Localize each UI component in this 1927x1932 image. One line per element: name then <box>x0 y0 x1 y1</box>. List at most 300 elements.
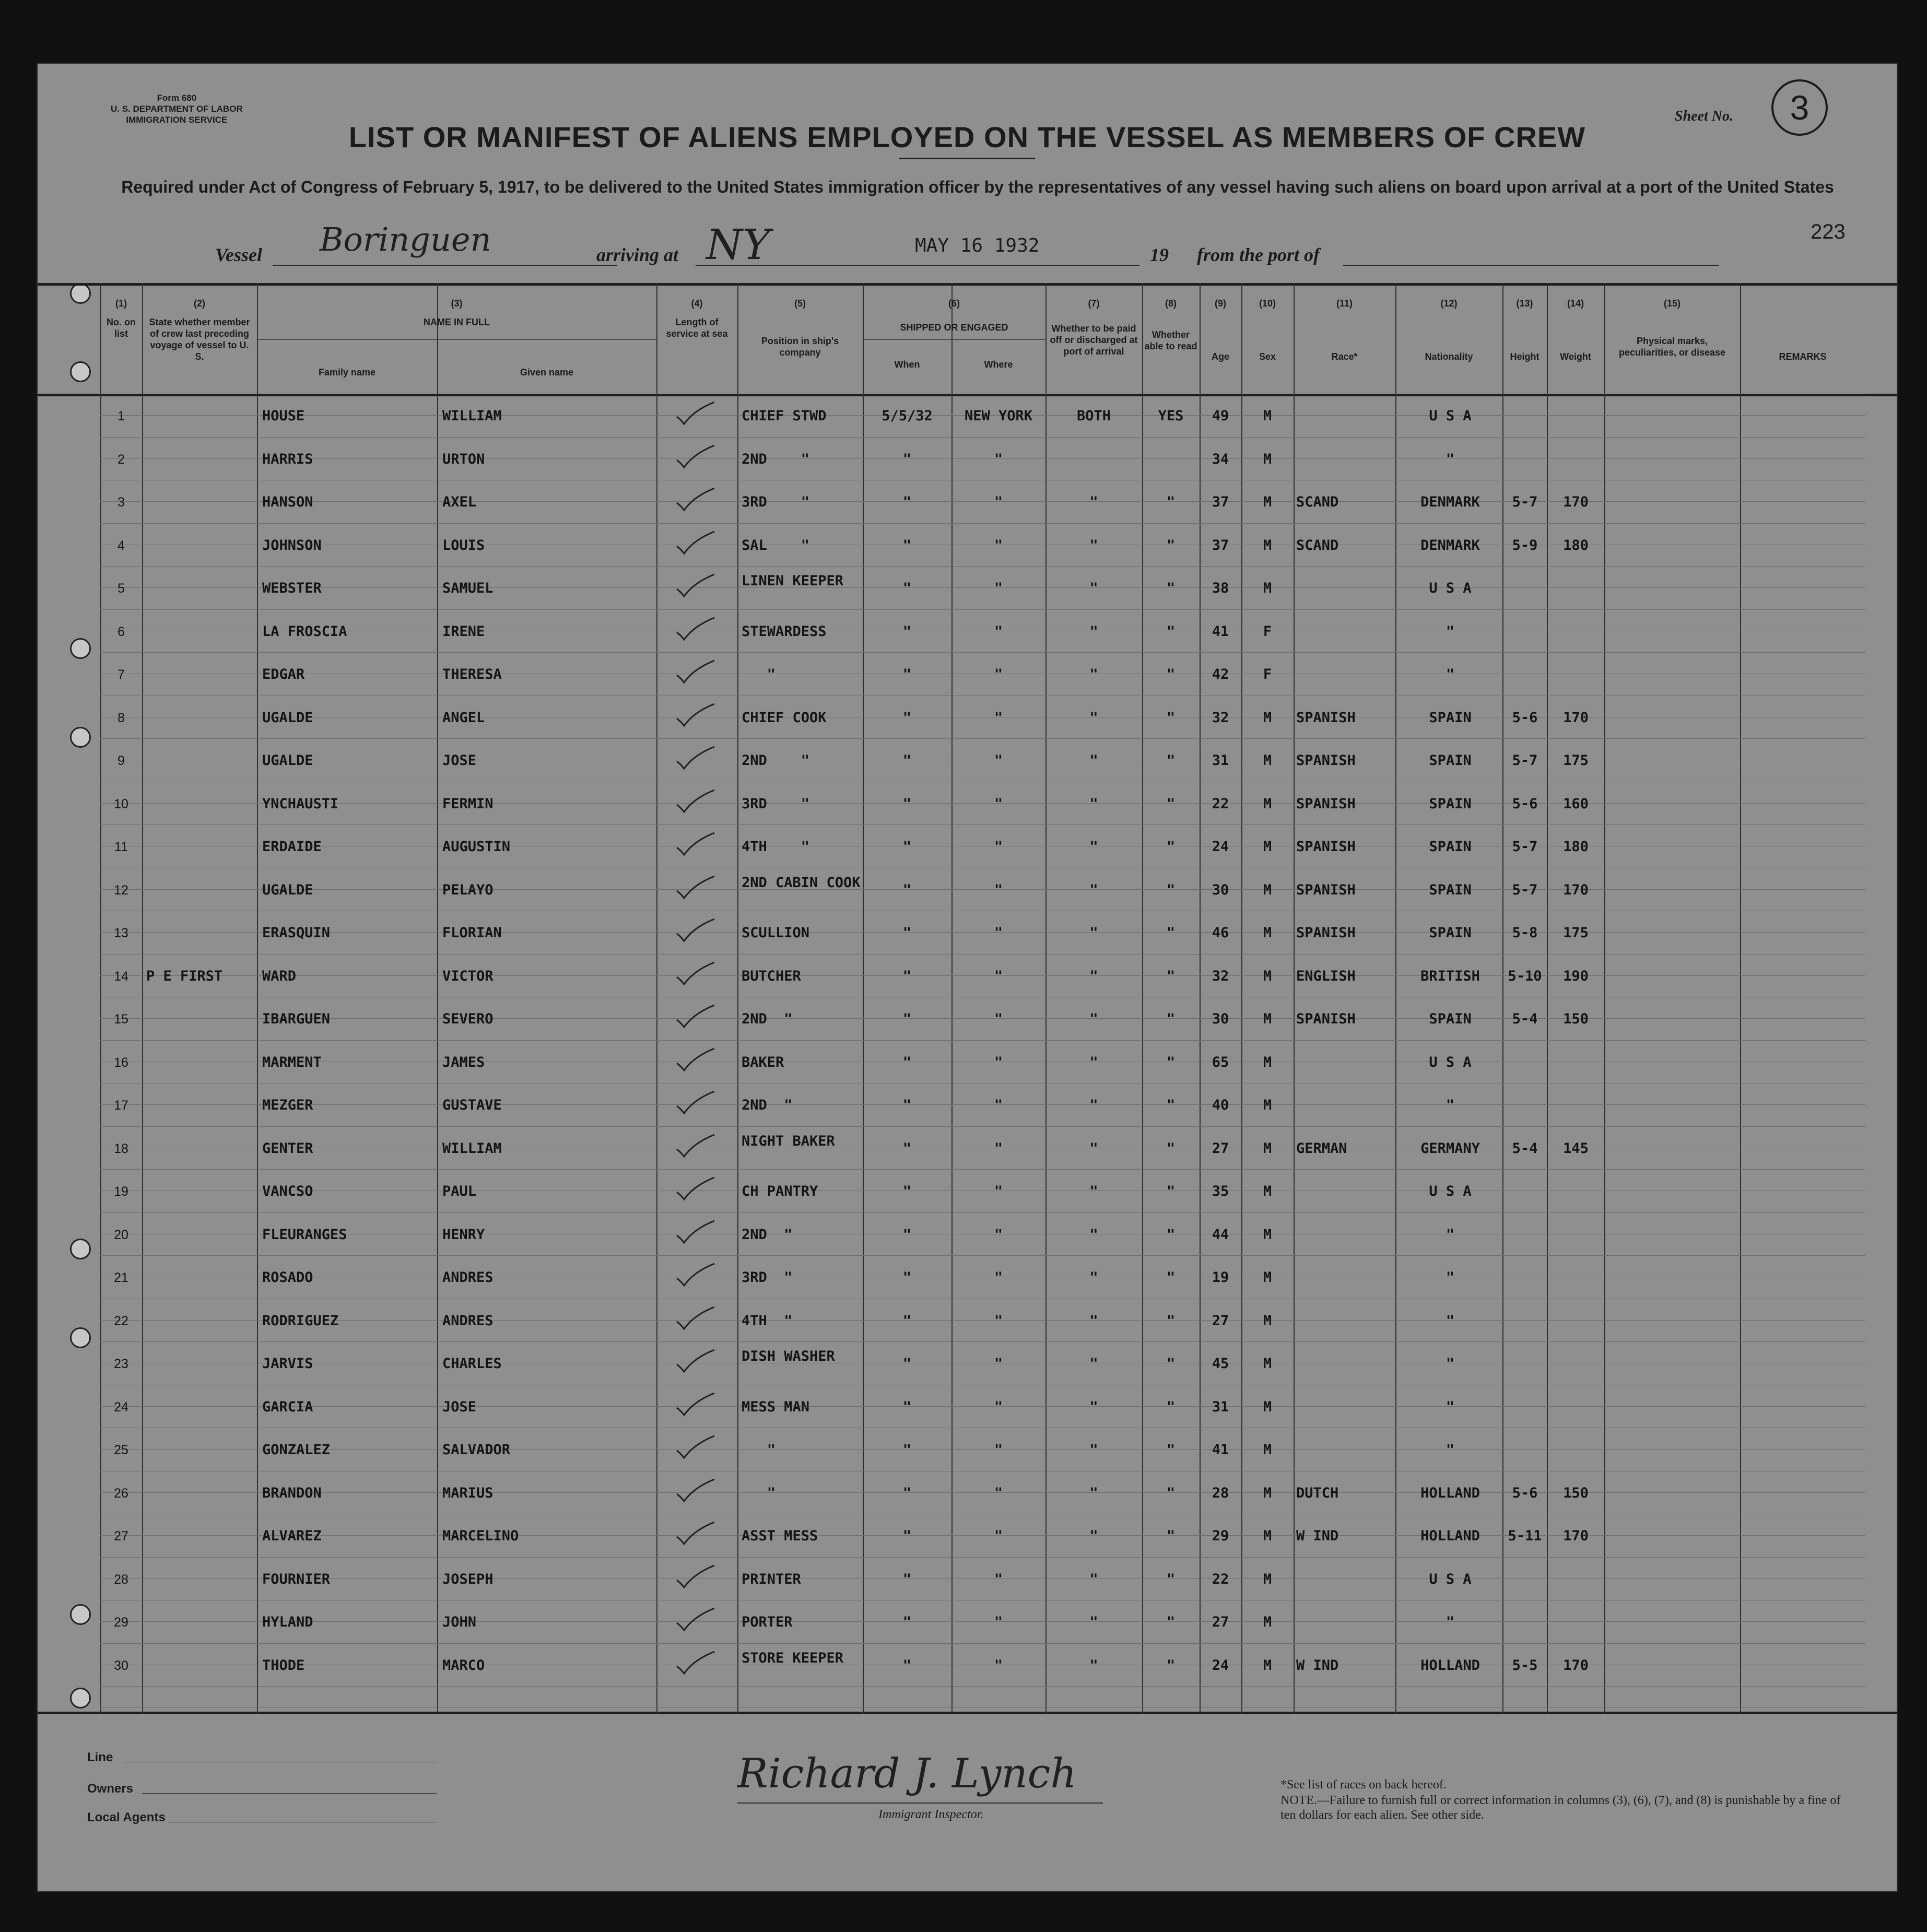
check-mark-icon <box>675 444 716 469</box>
cell-position: 2ND " <box>742 1011 793 1027</box>
cell-race: SPANISH <box>1296 1011 1356 1027</box>
cell-family: HYLAND <box>262 1614 313 1630</box>
cell-read: " <box>1166 1140 1176 1157</box>
cell-paid: " <box>1089 1312 1098 1329</box>
cell-paid: " <box>1089 580 1098 596</box>
cell-read: " <box>1166 795 1176 812</box>
cell-nationality: SPAIN <box>1429 795 1472 812</box>
cell-age: 45 <box>1212 1356 1229 1372</box>
cell-race: SPANISH <box>1296 709 1356 726</box>
cell-family: UGALDE <box>262 752 313 769</box>
cell-family: LA FROSCIA <box>262 623 347 640</box>
cell-position: LINEN KEEPER <box>742 573 844 589</box>
cell-position: " <box>742 1485 776 1501</box>
cell-position: 4TH " <box>742 1312 793 1329</box>
cell-when: " <box>902 1054 912 1070</box>
col-3-number: (3) <box>451 298 463 309</box>
cell-sex: M <box>1263 1356 1272 1372</box>
cell-read: " <box>1166 1356 1176 1372</box>
col-11-label: Race* <box>1331 351 1358 362</box>
cell-paid: " <box>1089 1054 1098 1070</box>
cell-read: " <box>1166 1442 1176 1458</box>
cell-weight: 170 <box>1563 881 1589 898</box>
cell-weight: 190 <box>1563 968 1589 984</box>
cell-given: HENRY <box>442 1226 485 1243</box>
cell-given: IRENE <box>442 623 485 640</box>
cell-nationality: SPAIN <box>1429 925 1472 941</box>
cell-family: VANCSO <box>262 1183 313 1199</box>
cell-position: CH PANTRY <box>742 1183 818 1199</box>
cell-sex: M <box>1263 494 1272 510</box>
check-mark-icon <box>675 875 716 900</box>
cell-position: BUTCHER <box>742 968 801 984</box>
cell-position: MESS MAN <box>742 1398 810 1415</box>
col-5-number: (5) <box>794 298 806 309</box>
cell-position: 3RD " <box>742 494 810 510</box>
cell-family: MEZGER <box>262 1097 313 1113</box>
cell-given: ANGEL <box>442 709 485 726</box>
cell-nationality: HOLLAND <box>1420 1657 1480 1674</box>
cell-given: FERMIN <box>442 795 494 812</box>
inspector-title: Immigrant Inspector. <box>878 1808 984 1821</box>
cell-where: NEW YORK <box>964 408 1033 424</box>
col-15-number: (15) <box>1663 298 1681 309</box>
cell-when: " <box>902 1140 912 1157</box>
cell-position: SAL " <box>742 537 810 553</box>
cell-nationality: " <box>1446 1398 1455 1415</box>
check-mark-icon <box>675 1392 716 1417</box>
cell-nationality: SPAIN <box>1429 1011 1472 1027</box>
check-mark-icon <box>675 401 716 426</box>
ruled-line <box>100 1255 1865 1256</box>
cell-family: HOUSE <box>262 408 305 424</box>
cell-height: 5-7 <box>1512 881 1538 898</box>
given-name-header: Given name <box>520 367 574 378</box>
cell-position: " <box>742 666 776 682</box>
cell-given: URTON <box>442 451 485 467</box>
cell-nationality: " <box>1446 623 1455 640</box>
cell-read: " <box>1166 1485 1176 1501</box>
cell-no: 1 <box>118 409 125 423</box>
ruled-line <box>100 566 1865 567</box>
binder-hole <box>70 1327 91 1348</box>
cell-read: " <box>1166 1011 1176 1027</box>
column-divider <box>737 283 738 1714</box>
cell-height: 5-6 <box>1512 1485 1538 1501</box>
cell-where: " <box>994 1054 1003 1070</box>
table-bottom-rule <box>38 1712 1897 1714</box>
column-divider <box>1740 283 1741 1714</box>
cell-position: 4TH " <box>742 839 810 855</box>
col-14-label: Weight <box>1560 351 1591 362</box>
cell-paid: " <box>1089 1398 1098 1415</box>
cell-family: ALVAREZ <box>262 1528 322 1544</box>
cell-sex: M <box>1263 537 1272 553</box>
cell-given: LOUIS <box>442 537 485 553</box>
cell-when: 5/5/32 <box>882 408 933 424</box>
cell-age: 24 <box>1212 839 1229 855</box>
cell-no: 12 <box>114 882 128 898</box>
cell-given: JOSEPH <box>442 1571 494 1587</box>
check-mark-icon <box>675 1090 716 1115</box>
cell-sex: M <box>1263 925 1272 941</box>
check-mark-icon <box>675 961 716 986</box>
ruled-line <box>100 609 1865 610</box>
remarks-header: REMARKS <box>1779 351 1827 362</box>
ruled-line <box>100 954 1865 955</box>
cell-sex: M <box>1263 881 1272 898</box>
cell-age: 37 <box>1212 494 1229 510</box>
col-6-number: (6) <box>948 298 960 309</box>
cell-read: " <box>1166 839 1176 855</box>
column-divider <box>1142 283 1143 1714</box>
cell-when: " <box>902 795 912 812</box>
ruled-line <box>100 523 1865 524</box>
cell-sex: M <box>1263 408 1272 424</box>
cell-when: " <box>902 1571 912 1587</box>
col-6-label: SHIPPED OR ENGAGED <box>900 322 1008 333</box>
penalty-note: NOTE.—Failure to furnish full or correct information in columns (3), (6), (7), and (8) is punishable by a fine of ten dollars for each alien. See other side. <box>1280 1794 1841 1822</box>
cell-no: 11 <box>114 840 128 854</box>
cell-where: " <box>994 881 1003 898</box>
cell-nationality: U S A <box>1429 1054 1472 1070</box>
cell-position: SCULLION <box>742 925 810 941</box>
column-divider <box>1294 283 1295 1714</box>
cell-given: SAMUEL <box>442 580 494 596</box>
cell-age: 31 <box>1212 1398 1229 1415</box>
check-mark-icon <box>675 1478 716 1503</box>
cell-paid: " <box>1089 1571 1098 1587</box>
cell-nationality: " <box>1446 451 1455 467</box>
cell-when: " <box>902 1657 912 1674</box>
cell-nationality: GERMANY <box>1420 1140 1480 1157</box>
document-subtitle: Required under Act of Congress of February 5, 1917, to be delivered to the United States immigration officer by the representatives of any vessel having such aliens on board upon arrival at a port of the United States <box>121 178 1834 196</box>
check-mark-icon <box>675 1004 716 1029</box>
cell-sex: M <box>1263 1054 1272 1070</box>
cell-where: " <box>994 1657 1003 1674</box>
local-agents-label: Local Agents <box>87 1810 166 1824</box>
col-13-label: Height <box>1510 351 1540 362</box>
cell-age: 32 <box>1212 709 1229 726</box>
cell-position: DISH WASHER <box>742 1348 835 1364</box>
cell-nationality: U S A <box>1429 580 1472 596</box>
cell-where: " <box>994 666 1003 682</box>
form-number: Form 680 <box>157 93 197 103</box>
cell-when: " <box>902 1312 912 1329</box>
title-rule <box>899 158 1035 159</box>
col-5-label: Position in ship's company <box>761 336 839 358</box>
cell-paid: " <box>1089 1356 1098 1372</box>
cell-nationality: BRITISH <box>1420 968 1480 984</box>
cell-position: 2ND " <box>742 451 810 467</box>
cell-read: " <box>1166 623 1176 640</box>
cell-paid: " <box>1089 1485 1098 1501</box>
cell-position: 2ND " <box>742 1226 793 1243</box>
cell-nationality: DENMARK <box>1420 494 1480 510</box>
date-underline <box>910 265 1139 266</box>
family-name-header: Family name <box>318 367 376 378</box>
col-13-number: (13) <box>1516 298 1533 309</box>
cell-nationality: " <box>1446 1226 1455 1243</box>
ruled-line <box>100 1212 1865 1213</box>
cell-read: " <box>1166 537 1176 553</box>
cell-age: 27 <box>1212 1614 1229 1630</box>
cell-read: " <box>1166 881 1176 898</box>
ruled-line <box>100 738 1865 739</box>
cell-nationality: " <box>1446 1614 1455 1630</box>
cell-given: PELAYO <box>442 881 494 898</box>
cell-sex: M <box>1263 1097 1272 1113</box>
cell-weight: 150 <box>1563 1485 1589 1501</box>
cell-when: " <box>902 1011 912 1027</box>
cell-age: 30 <box>1212 1011 1229 1027</box>
service-name: IMMIGRATION SERVICE <box>126 115 228 125</box>
cell-no: 23 <box>114 1357 128 1371</box>
sheet-serial-number: 223 <box>1811 220 1846 243</box>
cell-family: GENTER <box>262 1140 313 1157</box>
cell-no: 21 <box>114 1270 128 1285</box>
cell-weight: 180 <box>1563 537 1589 553</box>
cell-height: 5-6 <box>1512 795 1538 812</box>
line-label: Line <box>87 1750 113 1764</box>
cell-read: " <box>1166 1097 1176 1113</box>
cell-height: 5-7 <box>1512 752 1538 769</box>
cell-read: " <box>1166 1183 1176 1199</box>
cell-read: " <box>1166 709 1176 726</box>
cell-when: " <box>902 1097 912 1113</box>
ruled-line <box>100 1686 1865 1687</box>
cell-read: " <box>1166 925 1176 941</box>
cell-no: 10 <box>114 796 128 811</box>
column-divider <box>142 283 143 1714</box>
ruled-line <box>100 1040 1865 1041</box>
cell-sex: F <box>1263 623 1272 640</box>
column-divider <box>1502 283 1503 1714</box>
cell-read: " <box>1166 494 1176 510</box>
cell-position: BAKER <box>742 1054 784 1070</box>
binder-hole <box>70 727 91 748</box>
cell-where: " <box>994 1571 1003 1587</box>
check-mark-icon <box>675 1349 716 1374</box>
cell-age: 30 <box>1212 881 1229 898</box>
ruled-line <box>100 824 1865 825</box>
binder-hole <box>70 283 91 304</box>
cell-paid: " <box>1089 1097 1098 1113</box>
check-mark-icon <box>675 1435 716 1460</box>
binder-hole <box>70 638 91 659</box>
cell-family: JARVIS <box>262 1356 313 1372</box>
cell-height: 5-7 <box>1512 494 1538 510</box>
cell-nationality: DENMARK <box>1420 537 1480 553</box>
col-2-number: (2) <box>194 298 205 309</box>
cell-race: SPANISH <box>1296 839 1356 855</box>
cell-nationality: " <box>1446 1269 1455 1286</box>
cell-no: 16 <box>114 1055 128 1070</box>
ruled-line <box>100 1341 1865 1342</box>
sheet-no-label: Sheet No. <box>1675 108 1733 124</box>
cell-where: " <box>994 1226 1003 1243</box>
ruled-line <box>100 1126 1865 1127</box>
cell-paid: " <box>1089 1140 1098 1157</box>
cell-read: " <box>1166 968 1176 984</box>
cell-age: 31 <box>1212 752 1229 769</box>
cell-no: 19 <box>114 1184 128 1199</box>
cell-family: ERASQUIN <box>262 925 331 941</box>
cell-given: JAMES <box>442 1054 485 1070</box>
cell-read: YES <box>1158 408 1184 424</box>
cell-where: " <box>994 1097 1003 1113</box>
year-label: 19 <box>1150 244 1169 265</box>
cell-paid: " <box>1089 752 1098 769</box>
owners-underline <box>142 1793 437 1794</box>
cell-position: 2ND CABIN COOK <box>742 874 861 891</box>
cell-sex: M <box>1263 580 1272 596</box>
cell-sex: M <box>1263 709 1272 726</box>
cell-given: WILLIAM <box>442 1140 502 1157</box>
cell-no: 9 <box>118 753 125 768</box>
cell-nationality: SPAIN <box>1429 709 1472 726</box>
cell-paid: " <box>1089 881 1098 898</box>
check-mark-icon <box>675 918 716 943</box>
cell-paid: " <box>1089 1011 1098 1027</box>
cell-no: 25 <box>114 1443 128 1457</box>
column-divider <box>863 283 864 1714</box>
check-mark-icon <box>675 1651 716 1676</box>
cell-no: 15 <box>114 1012 128 1027</box>
ruled-line <box>100 1169 1865 1170</box>
cell-when: " <box>902 1442 912 1458</box>
arriving-label: arriving at <box>596 244 679 265</box>
cell-where: " <box>994 1312 1003 1329</box>
check-mark-icon <box>675 1263 716 1288</box>
from-port-label: from the port of <box>1197 244 1320 265</box>
cell-race: ENGLISH <box>1296 968 1356 984</box>
column-divider <box>656 283 657 1714</box>
col-9-number: (9) <box>1215 298 1226 309</box>
check-mark-icon <box>675 832 716 857</box>
cell-no: 29 <box>114 1615 128 1630</box>
cell-given: FLORIAN <box>442 925 502 941</box>
cell-paid: " <box>1089 795 1098 812</box>
cell-position: 3RD " <box>742 795 810 812</box>
cell-race: SPANISH <box>1296 795 1356 812</box>
cell-position: CHIEF STWD <box>742 408 827 424</box>
cell-paid: " <box>1089 623 1098 640</box>
shipped-where-header: Where <box>984 359 1013 370</box>
cell-nationality: " <box>1446 1442 1455 1458</box>
cell-position: CHIEF COOK <box>742 709 827 726</box>
cell-where: " <box>994 752 1003 769</box>
cell-no: 3 <box>118 495 125 510</box>
cell-age: 40 <box>1212 1097 1229 1113</box>
cell-paid: " <box>1089 968 1098 984</box>
cell-position: 2ND " <box>742 1097 793 1113</box>
col-9-label: Age <box>1211 351 1229 362</box>
cell-family: RODRIGUEZ <box>262 1312 339 1329</box>
cell-age: 28 <box>1212 1485 1229 1501</box>
cell-where: " <box>994 839 1003 855</box>
cell-given: JOSE <box>442 1398 477 1415</box>
cell-when: " <box>902 666 912 682</box>
cell-no: 28 <box>114 1572 128 1587</box>
cell-sex: M <box>1263 451 1272 467</box>
cell-where: " <box>994 968 1003 984</box>
cell-weight: 175 <box>1563 925 1589 941</box>
cell-paid: " <box>1089 1269 1098 1286</box>
cell-paid: " <box>1089 1657 1098 1674</box>
cell-where: " <box>994 925 1003 941</box>
cell-sex: M <box>1263 1657 1272 1674</box>
cell-read: " <box>1166 1528 1176 1544</box>
col-12-label: Nationality <box>1425 351 1473 362</box>
cell-paid: " <box>1089 537 1098 553</box>
cell-sex: M <box>1263 839 1272 855</box>
cell-sex: M <box>1263 795 1272 812</box>
cell-no: 2 <box>118 452 125 467</box>
cell-paid: " <box>1089 1614 1098 1630</box>
cell-no: 26 <box>114 1486 128 1501</box>
col-4-number: (4) <box>691 298 703 309</box>
table-top-rule <box>38 283 1897 286</box>
cell-where: " <box>994 795 1003 812</box>
col-8-number: (8) <box>1165 298 1177 309</box>
column-divider <box>1604 283 1605 1714</box>
cell-race: DUTCH <box>1296 1485 1339 1501</box>
cell-nationality: " <box>1446 1356 1455 1372</box>
cell-where: " <box>994 451 1003 467</box>
cell-nationality: SPAIN <box>1429 839 1472 855</box>
col-7-label: Whether to be paid off or discharged at port of arrival <box>1050 323 1138 357</box>
cell-age: 27 <box>1212 1312 1229 1329</box>
cell-family: ROSADO <box>262 1269 313 1286</box>
cell-age: 32 <box>1212 968 1229 984</box>
document-title: LIST OR MANIFEST OF ALIENS EMPLOYED ON THE VESSEL AS MEMBERS OF CREW <box>348 121 1586 154</box>
col-3-label: NAME IN FULL <box>424 317 490 327</box>
cell-given: MARIUS <box>442 1485 494 1501</box>
check-mark-icon <box>675 531 716 556</box>
col-12-number: (12) <box>1440 298 1458 309</box>
cell-position: STEWARDESS <box>742 623 827 640</box>
cell-age: 44 <box>1212 1226 1229 1243</box>
cell-when: " <box>902 752 912 769</box>
cell-position: NIGHT BAKER <box>742 1133 835 1149</box>
cell-where: " <box>994 537 1003 553</box>
col-11-number: (11) <box>1336 298 1353 309</box>
check-mark-icon <box>675 487 716 512</box>
cell-race: GERMAN <box>1296 1140 1347 1157</box>
department-name: U. S. DEPARTMENT OF LABOR <box>111 104 243 114</box>
ruled-line <box>100 1557 1865 1558</box>
cell-nationality: SPAIN <box>1429 752 1472 769</box>
check-mark-icon <box>675 1564 716 1589</box>
cell-family: THODE <box>262 1657 305 1674</box>
col-7-number: (7) <box>1088 298 1100 309</box>
col-14-number: (14) <box>1567 298 1584 309</box>
check-mark-icon <box>675 703 716 728</box>
cell-where: " <box>994 709 1003 726</box>
cell-weight: 160 <box>1563 795 1589 812</box>
cell-sex: M <box>1263 1226 1272 1243</box>
cell-position: PRINTER <box>742 1571 801 1587</box>
cell-age: 49 <box>1212 408 1229 424</box>
cell-no: 8 <box>118 710 125 725</box>
col-2-label: State whether member of crew last preceding voyage of vessel to U. S. <box>149 317 250 362</box>
cell-race: SPANISH <box>1296 881 1356 898</box>
cell-given: WILLIAM <box>442 408 502 424</box>
cell-age: 42 <box>1212 666 1229 682</box>
cell-height: 5-7 <box>1512 839 1538 855</box>
cell-paid: " <box>1089 666 1098 682</box>
